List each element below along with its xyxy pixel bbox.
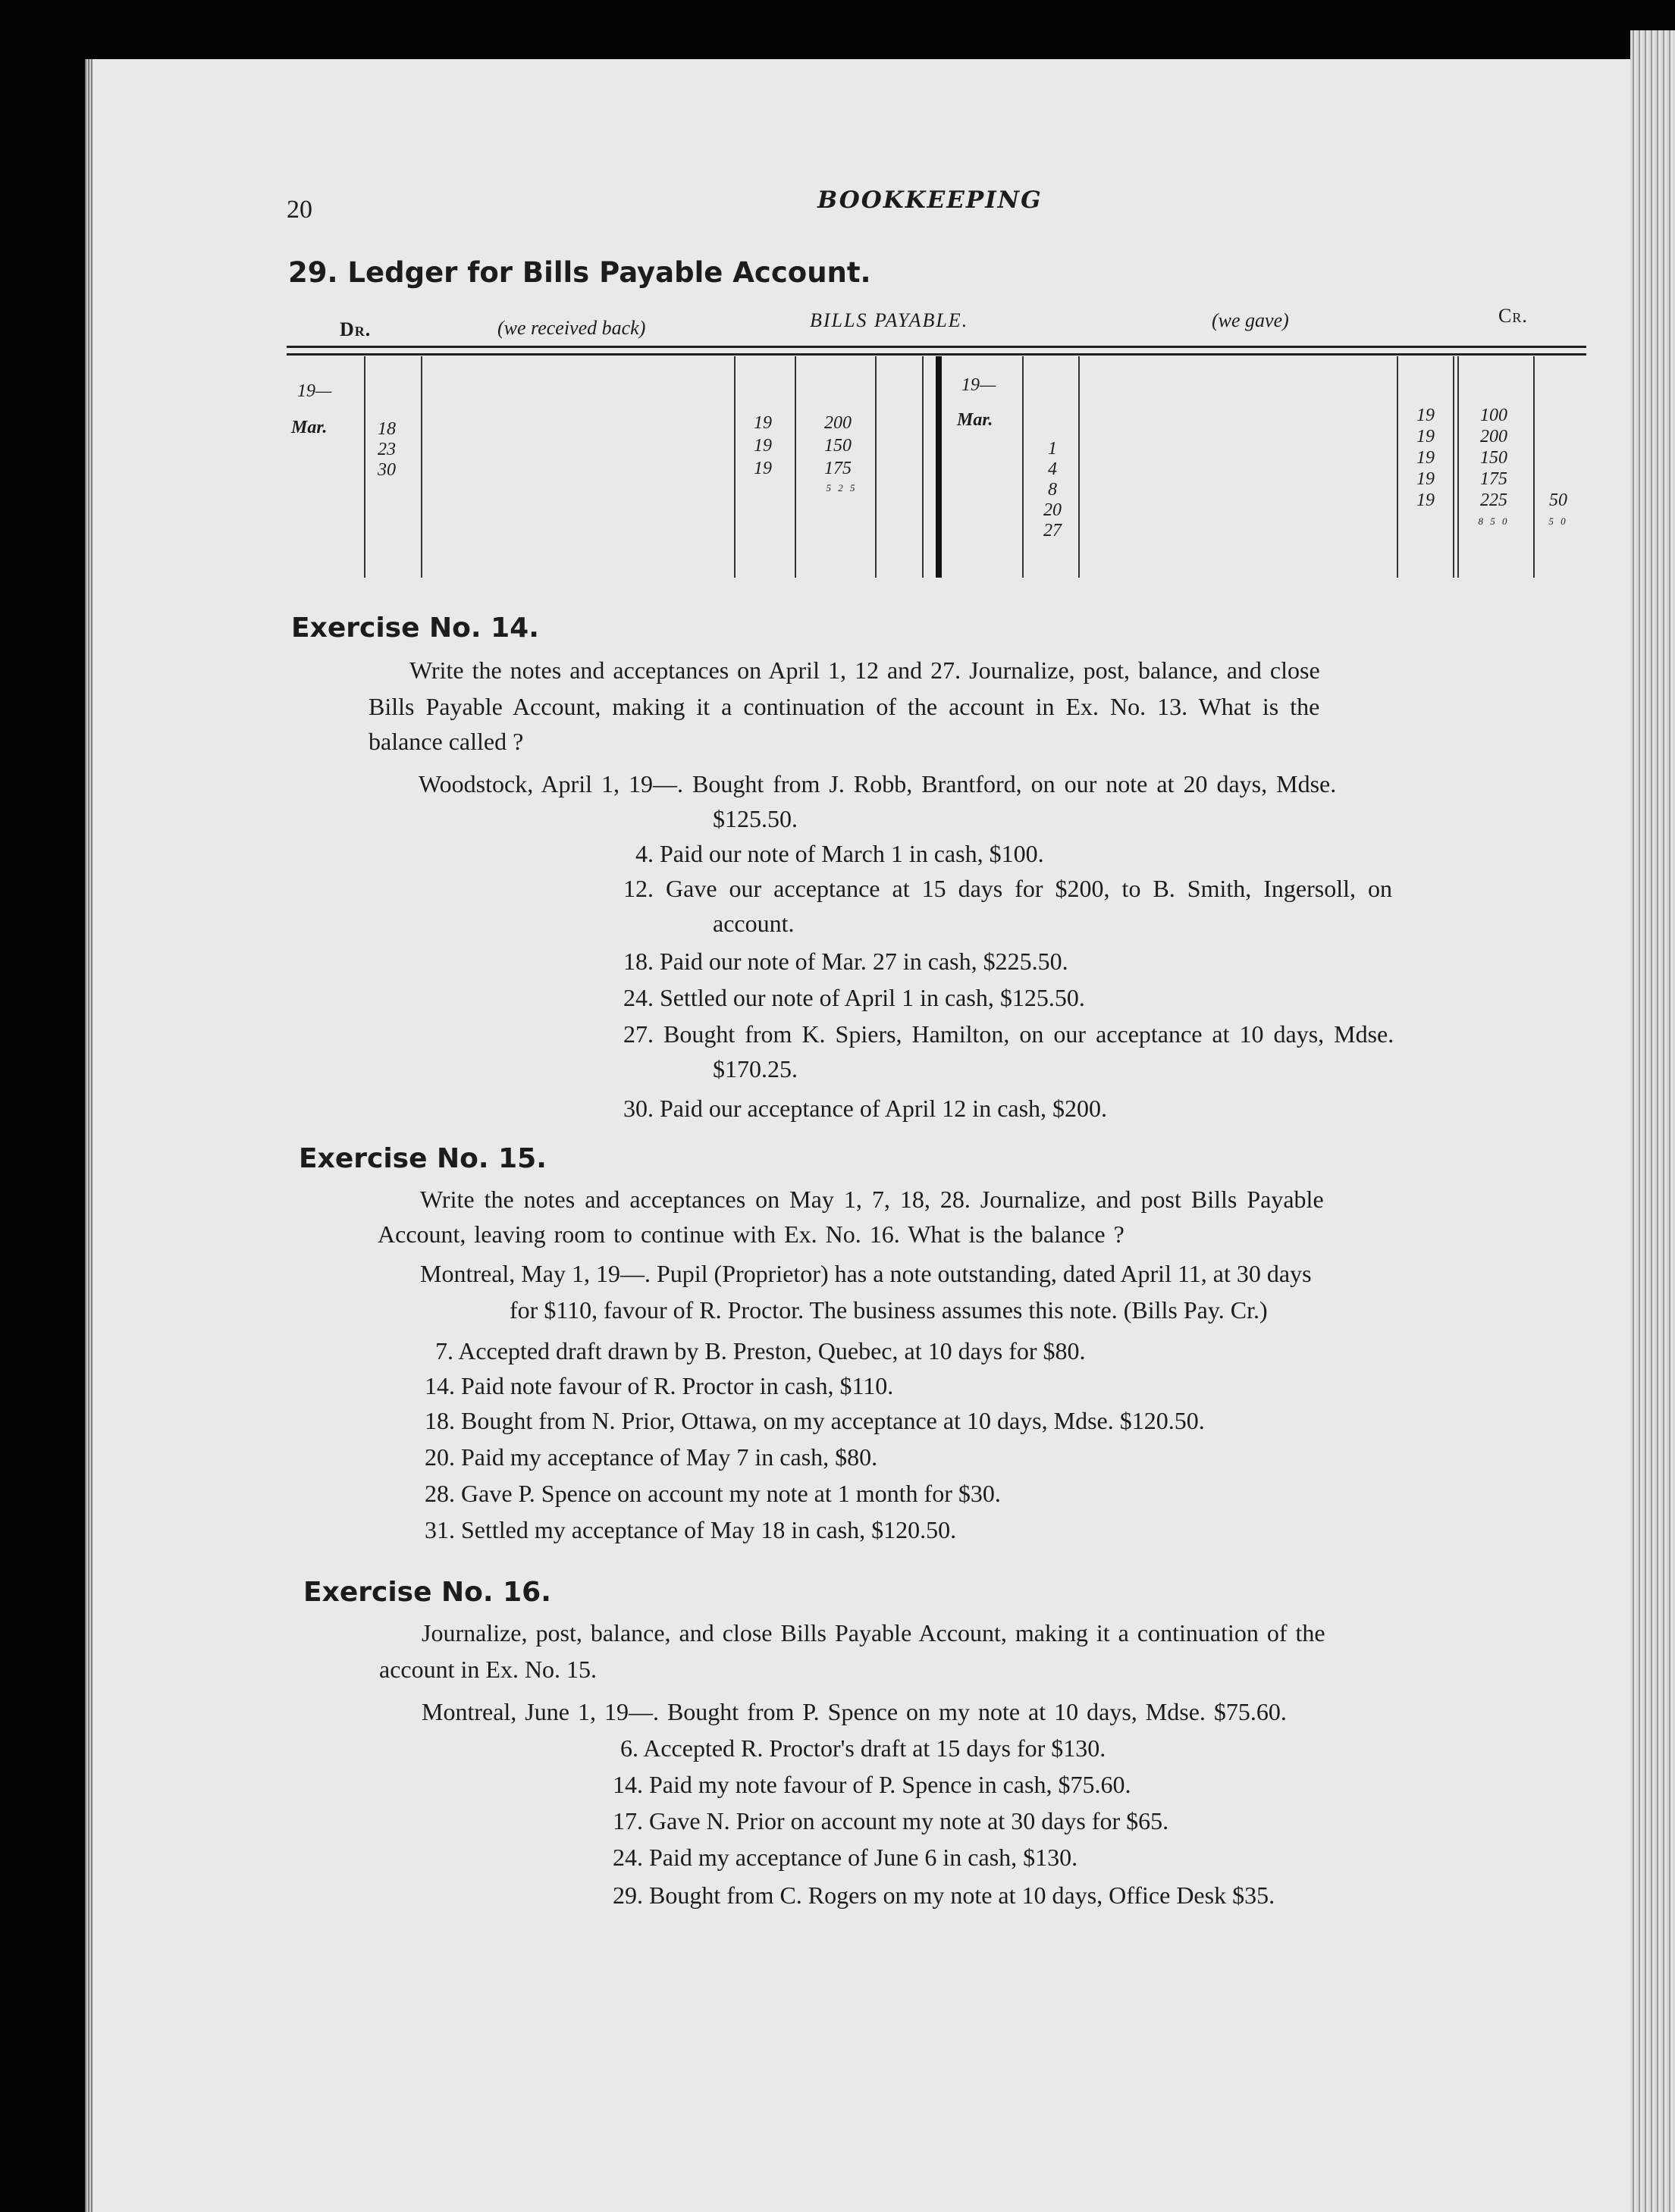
ledger-cr-note: (we gave)	[1212, 309, 1289, 331]
ledger-left-amount: 150	[824, 436, 852, 456]
ledger-top-rule-2	[287, 353, 1586, 356]
exercise-14-entry: 24. Settled our note of April 1 in cash, $125.50.	[623, 984, 1085, 1011]
ledger-right-amount: 100	[1480, 406, 1507, 425]
exercise-15-entry: 7. Accepted draft drawn by B. Preston, Quebec, at 10 days for $80.	[435, 1337, 1086, 1364]
exercise-16-entry: 24. Paid my acceptance of June 6 in cash, $130.	[613, 1844, 1078, 1871]
exercise-14-entry: account.	[713, 910, 795, 937]
page-binding-edge	[85, 59, 93, 2212]
exercise-14-entry: $170.25.	[713, 1055, 798, 1083]
exercise-14-entry: Woodstock, April 1, 19—. Bought from J. Robb, Brantford, on our note at 20 days, Mdse.	[419, 770, 1337, 797]
ledger-col-rule	[875, 356, 877, 578]
ledger-left-amount: 200	[824, 413, 852, 433]
ledger-right-day: 27	[1043, 521, 1062, 540]
ledger-right-amount: 225	[1480, 490, 1507, 510]
ledger-col-rule	[1022, 356, 1024, 578]
ledger-left-day: 23	[378, 440, 396, 459]
ledger-right-cents-total: 5 0	[1548, 515, 1568, 527]
ledger-col-rule	[1533, 356, 1535, 578]
exercise-15-entry: 28. Gave P. Spence on account my note at 1 month for $30.	[425, 1480, 1001, 1507]
exercise-14-entry: 30. Paid our acceptance of April 12 in cash, $200.	[623, 1095, 1108, 1122]
ledger-left-folio: 19	[754, 436, 772, 456]
exercise-14-instruction: Write the notes and acceptances on April 1, 12 and 27. Journalize, post, balance, and close	[409, 656, 1320, 684]
exercise-15-entry: 20. Paid my acceptance of May 7 in cash, $80.	[425, 1443, 878, 1471]
exercise-14-entry: 18. Paid our note of Mar. 27 in cash, $225.50.	[623, 948, 1068, 975]
ledger-left-day: 30	[378, 460, 396, 480]
book-page-edges	[1630, 30, 1675, 2212]
ledger-left-day: 18	[378, 419, 396, 439]
exercise-14-title: Exercise No. 14.	[291, 613, 539, 644]
ledger-col-rule	[421, 356, 422, 578]
exercise-16-instruction: account in Ex. No. 15.	[379, 1656, 598, 1683]
ledger-right-amount: 200	[1480, 427, 1507, 446]
ledger-cr-label: Cr.	[1498, 305, 1528, 327]
exercise-15-title: Exercise No. 15.	[299, 1143, 547, 1174]
exercise-14-entry: 12. Gave our acceptance at 15 days for $200, to B. Smith, Ingersoll, on	[623, 875, 1392, 902]
ledger-left-folio: 19	[754, 413, 772, 433]
exercise-16-entry: 14. Paid my note favour of P. Spence in cash, $75.60.	[613, 1771, 1131, 1798]
ledger-right-amount: 175	[1480, 469, 1507, 489]
running-head: BOOKKEEPING	[817, 186, 1043, 214]
exercise-16-entry: 6. Accepted R. Proctor's draft at 15 days for $130.	[620, 1734, 1106, 1762]
exercise-14-instruction: Bills Payable Account, making it a continuation of the account in Ex. No. 13. What is the	[369, 693, 1320, 720]
ledger-dr-note: (we received back)	[497, 317, 646, 339]
ledger-col-rule	[1457, 356, 1459, 578]
ledger-right-folio: 19	[1416, 490, 1435, 510]
ledger-center-rule	[936, 356, 942, 578]
ledger-right-total: 8 5 0	[1478, 515, 1510, 527]
ledger-col-rule	[795, 356, 796, 578]
exercise-14-entry: 27. Bought from K. Spiers, Hamilton, on our acceptance at 10 days, Mdse.	[623, 1020, 1394, 1048]
ledger-col-rule	[922, 356, 924, 578]
ledger-dr-label: Dr.	[340, 318, 372, 340]
ledger-left-year: 19—	[297, 381, 332, 401]
exercise-16-entry: 17. Gave N. Prior on account my note at 30 days for $65.	[613, 1807, 1169, 1834]
ledger-col-rule	[1453, 356, 1454, 578]
ledger-col-rule	[1397, 356, 1398, 578]
exercise-16-title: Exercise No. 16.	[303, 1577, 551, 1608]
ledger-col-rule	[734, 356, 736, 578]
ledger-right-day: 8	[1048, 480, 1057, 500]
exercise-15-entry: Montreal, May 1, 19—. Pupil (Proprietor) has a note outstanding, dated April 11, at 30 days	[420, 1260, 1312, 1287]
ledger-col-rule	[1078, 356, 1080, 578]
ledger-right-day: 20	[1043, 500, 1062, 520]
page-number: 20	[287, 196, 312, 224]
ledger-right-day: 4	[1048, 459, 1057, 479]
ledger-left-total: 5 2 5	[826, 482, 858, 493]
section-title: 29. Ledger for Bills Payable Account.	[288, 256, 871, 289]
exercise-15-entry: 18. Bought from N. Prior, Ottawa, on my acceptance at 10 days, Mdse. $120.50.	[425, 1407, 1205, 1434]
exercise-15-entry: for $110, favour of R. Proctor. The business assumes this note. (Bills Pay. Cr.)	[510, 1296, 1268, 1324]
ledger-right-folio: 19	[1416, 406, 1435, 425]
ledger-left-folio: 19	[754, 459, 772, 478]
exercise-15-instruction: Account, leaving room to continue with Ex. No. 16. What is the balance ?	[378, 1220, 1125, 1248]
exercise-15-entry: 14. Paid note favour of R. Proctor in cash, $110.	[425, 1372, 894, 1399]
exercise-15-instruction: Write the notes and acceptances on May 1, 7, 18, 28. Journalize, and post Bills Payable	[420, 1186, 1324, 1213]
ledger-left-month: Mar.	[291, 418, 328, 437]
exercise-16-entry: Montreal, June 1, 19—. Bought from P. Spence on my note at 10 days, Mdse. $75.60.	[422, 1698, 1287, 1725]
exercise-16-instruction: Journalize, post, balance, and close Bills Payable Account, making it a continuation of the	[422, 1619, 1325, 1646]
ledger-account-name: BILLS PAYABLE.	[810, 309, 969, 331]
exercise-14-entry: 4. Paid our note of March 1 in cash, $100.	[635, 840, 1044, 867]
ledger-right-year: 19—	[961, 375, 996, 395]
exercise-16-entry: 29. Bought from C. Rogers on my note at 10 days, Office Desk $35.	[613, 1881, 1275, 1909]
ledger-left-amount: 175	[824, 459, 852, 478]
ledger-right-cents: 50	[1549, 490, 1567, 510]
ledger-right-folio: 19	[1416, 469, 1435, 489]
exercise-15-entry: 31. Settled my acceptance of May 18 in cash, $120.50.	[425, 1516, 957, 1543]
ledger-right-month: Mar.	[957, 410, 993, 430]
ledger-right-folio: 19	[1416, 427, 1435, 446]
ledger-right-folio: 19	[1416, 448, 1435, 468]
exercise-14-instruction: balance called ?	[369, 728, 524, 755]
ledger-right-amount: 150	[1480, 448, 1507, 468]
ledger-top-rule	[287, 346, 1586, 348]
exercise-14-entry: $125.50.	[713, 805, 798, 832]
ledger-right-day: 1	[1048, 439, 1057, 459]
